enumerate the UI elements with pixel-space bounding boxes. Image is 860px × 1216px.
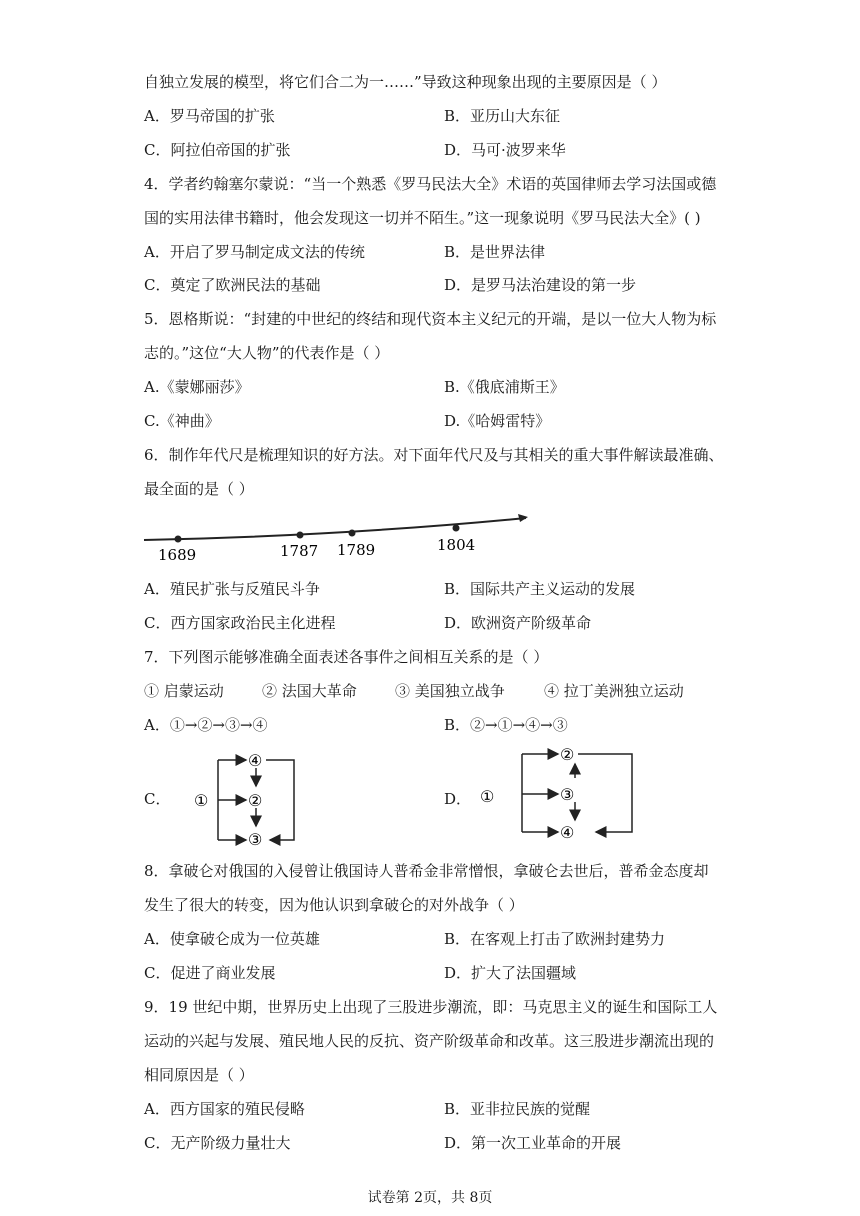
- q9-option-c: C．无产阶级力量壮大: [144, 1134, 291, 1152]
- diagram-d-node-4: ④: [560, 823, 575, 840]
- timeline-year-1804: 1804: [437, 536, 476, 554]
- q5-stem-line-1: 5．恩格斯说：“封建的中世纪的终结和现代资本主义纪元的开端，是以一位大人物为标: [144, 310, 717, 328]
- q7-option-a: A．①→②→③→④: [144, 716, 268, 734]
- q7-stem: 7．下列图示能够准确全面表述各事件之间相互关系的是（ ）: [144, 648, 549, 666]
- q8-option-d: D．扩大了法国疆域: [444, 964, 577, 982]
- q3-stem-tail: 自独立发展的模型，将它们合二为一……”导致这种现象出现的主要原因是（ ）: [144, 73, 667, 91]
- q9-option-a: A．西方国家的殖民侵略: [144, 1100, 305, 1118]
- q6-stem-line-2: 最全面的是（ ）: [144, 480, 254, 498]
- q6-option-b: B．国际共产主义运动的发展: [444, 580, 636, 598]
- q5-option-d: D.《哈姆雷特》: [444, 412, 551, 430]
- diagram-c-node-1: ①: [194, 791, 209, 810]
- q6-option-a: A．殖民扩张与反殖民斗争: [144, 580, 320, 598]
- q6-option-d: D．欧洲资产阶级革命: [444, 614, 592, 632]
- q5-stem-line-2: 志的。”这位“大人物”的代表作是（ ）: [144, 344, 390, 362]
- timeline-point-1804: [453, 525, 460, 532]
- q7-event-1: ① 启蒙运动: [144, 682, 224, 700]
- diagram-c-node-2: ②: [248, 791, 263, 810]
- q5-option-b: B.《俄底浦斯王》: [444, 378, 565, 396]
- q6-timeline: [140, 508, 540, 568]
- q3-option-a: A．罗马帝国的扩张: [144, 107, 275, 125]
- q6-stem-line-1: 6．制作年代尺是梳理知识的好方法。对下面年代尺及与其相关的重大事件解读最准确、: [144, 446, 724, 464]
- q9-option-b: B．亚非拉民族的觉醒: [444, 1100, 591, 1118]
- q5-option-c: C.《神曲》: [144, 412, 220, 430]
- q4-option-c: C．奠定了欧洲民法的基础: [144, 276, 321, 294]
- diagram-c-node-4: ④: [248, 751, 263, 770]
- diagram-d-node-1: ①: [480, 787, 495, 806]
- q9-stem-line-1: 9．19 世纪中期，世界历史上出现了三股进步潮流，即：马克思主义的诞生和国际工人: [144, 998, 718, 1016]
- q7-event-4: ④ 拉丁美洲独立运动: [544, 682, 684, 700]
- timeline-year-1789: 1789: [337, 541, 376, 559]
- q4-option-a: A．开启了罗马制定成文法的传统: [144, 243, 365, 261]
- timeline-point-1789: [349, 530, 356, 537]
- q5-option-a: A.《蒙娜丽莎》: [144, 378, 250, 396]
- q4-option-b: B．是世界法律: [444, 243, 546, 261]
- q7-option-b: B．②→①→④→③: [444, 716, 568, 734]
- q9-stem-line-3: 相同原因是（ ）: [144, 1066, 254, 1084]
- diagram-d-node-3: ③: [560, 785, 575, 804]
- timeline-arrow-icon: [518, 514, 528, 522]
- timeline-point-1787: [297, 532, 304, 539]
- timeline-year-1689: 1689: [158, 546, 197, 564]
- q7-option-d-label: D．: [444, 790, 472, 808]
- page-footer: 试卷第 2页，共 8页: [367, 1190, 493, 1206]
- q7-event-3: ③ 美国独立战争: [395, 682, 505, 700]
- q8-option-a: A．使拿破仑成为一位英雄: [144, 930, 320, 948]
- q8-option-b: B．在客观上打击了欧洲封建势力: [444, 930, 666, 948]
- q7-diagram-d: [474, 740, 644, 840]
- q7-diagram-c: [188, 744, 308, 849]
- timeline-year-1787: 1787: [280, 542, 319, 560]
- timeline-point-1689: [175, 536, 182, 543]
- q3-option-d: D．马可·波罗来华: [444, 141, 566, 159]
- q3-option-c: C．阿拉伯帝国的扩张: [144, 141, 291, 159]
- q9-option-d: D．第一次工业革命的开展: [444, 1134, 622, 1152]
- q7-option-c-label: C．: [144, 790, 171, 808]
- q4-option-d: D．是罗马法治建设的第一步: [444, 276, 637, 294]
- q7-event-2: ② 法国大革命: [262, 682, 357, 700]
- diagram-c-node-3: ③: [248, 830, 263, 849]
- q8-option-c: C．促进了商业发展: [144, 964, 276, 982]
- diagram-d-node-2: ②: [560, 745, 575, 764]
- q3-option-b: B．亚历山大东征: [444, 107, 561, 125]
- q9-stem-line-2: 运动的兴起与发展、殖民地人民的反抗、资产阶级革命和改革。这三股进步潮流出现的: [144, 1032, 715, 1050]
- q8-stem-line-2: 发生了很大的转变，因为他认识到拿破仑的对外战争（ ）: [144, 896, 524, 914]
- q4-stem-line-2: 国的实用法律书籍时，他会发现这一切并不陌生。”这一现象说明《罗马民法大全》( ): [144, 209, 701, 227]
- q4-stem-line-1: 4．学者约翰塞尔蒙说：“当一个熟悉《罗马民法大全》术语的英国律师去学习法国或德: [144, 175, 717, 193]
- q6-option-c: C．西方国家政治民主化进程: [144, 614, 336, 632]
- q8-stem-line-1: 8．拿破仑对俄国的入侵曾让俄国诗人普希金非常憎恨，拿破仑去世后，普希金态度却: [144, 862, 709, 880]
